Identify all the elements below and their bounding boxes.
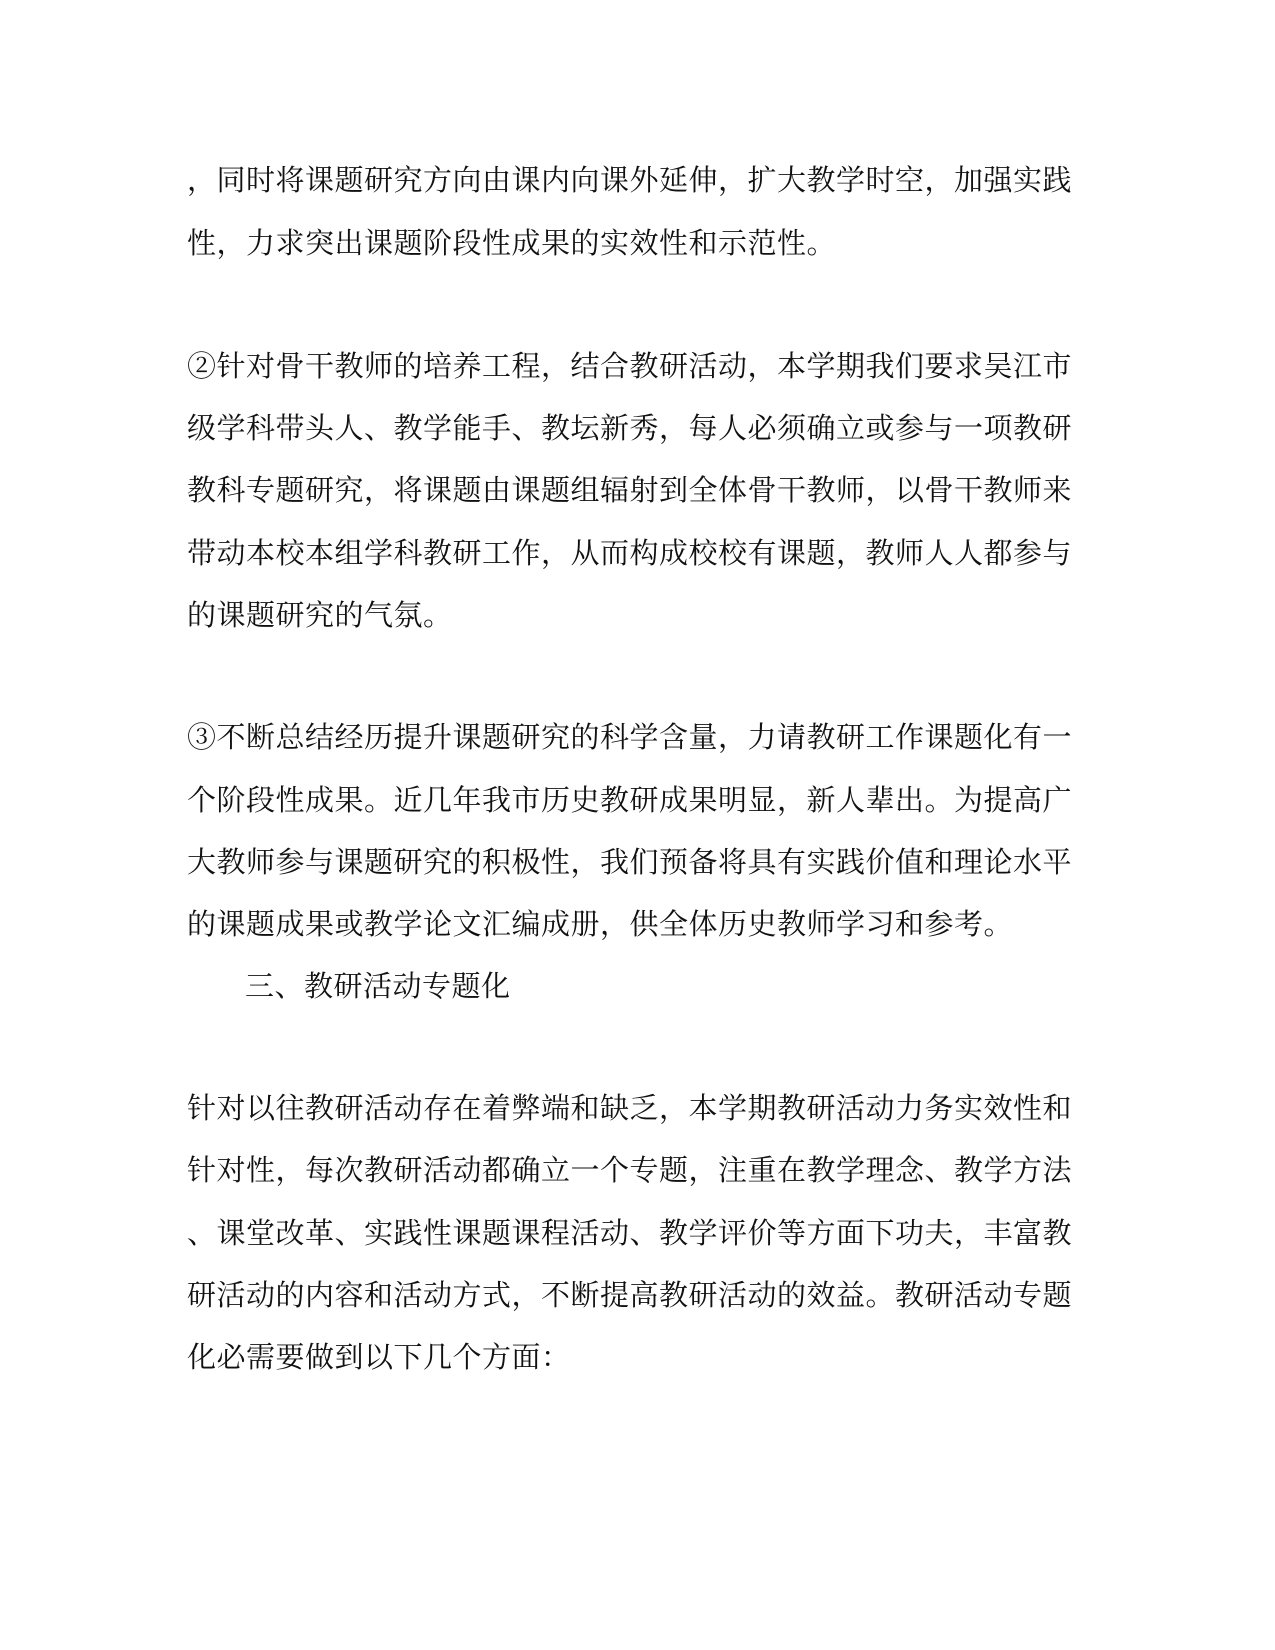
paragraph-1-line-2: 性，力求突出课题阶段性成果的实效性和示范性。 xyxy=(187,226,837,260)
final-paragraph-line-4: 研活动的内容和活动方式，不断提高教研活动的效益。教研活动专题 xyxy=(187,1278,1073,1312)
paragraph-2-line-3: 教科专题研究，将课题由课题组辐射到全体骨干教师，以骨干教师来 xyxy=(187,473,1073,507)
section-heading: 三、教研活动专题化 xyxy=(245,969,511,1003)
final-paragraph-line-2: 针对性，每次教研活动都确立一个专题，注重在教学理念、教学方法 xyxy=(187,1153,1073,1187)
final-paragraph-line-1: 针对以往教研活动存在着弊端和缺乏，本学期教研活动力务实效性和 xyxy=(187,1091,1073,1125)
paragraph-2-line-1: ②针对骨干教师的培养工程，结合教研活动，本学期我们要求吴江市 xyxy=(187,349,1073,383)
paragraph-2-line-4: 带动本校本组学科教研工作，从而构成校校有课题，教师人人都参与 xyxy=(187,536,1073,570)
paragraph-3-line-4: 的课题成果或教学论文汇编成册，供全体历史教师学习和参考。 xyxy=(187,907,1014,941)
paragraph-3-line-3: 大教师参与课题研究的积极性，我们预备将具有实践价值和理论水平 xyxy=(187,845,1073,879)
paragraph-3-line-2: 个阶段性成果。近几年我市历史教研成果明显，新人辈出。为提高广 xyxy=(187,783,1073,817)
paragraph-2-line-5: 的课题研究的气氛。 xyxy=(187,598,453,632)
paragraph-2-line-2: 级学科带头人、教学能手、教坛新秀，每人必须确立或参与一项教研 xyxy=(187,411,1073,445)
final-paragraph-line-5: 化必需要做到以下几个方面： xyxy=(187,1340,571,1374)
paragraph-1-line-1: ，同时将课题研究方向由课内向课外延伸，扩大教学时空，加强实践 xyxy=(187,163,1073,197)
paragraph-3-line-1: ③不断总结经历提升课题研究的科学含量，力请教研工作课题化有一 xyxy=(187,720,1073,754)
final-paragraph-line-3: 、课堂改革、实践性课题课程活动、教学评价等方面下功夫，丰富教 xyxy=(187,1216,1073,1250)
